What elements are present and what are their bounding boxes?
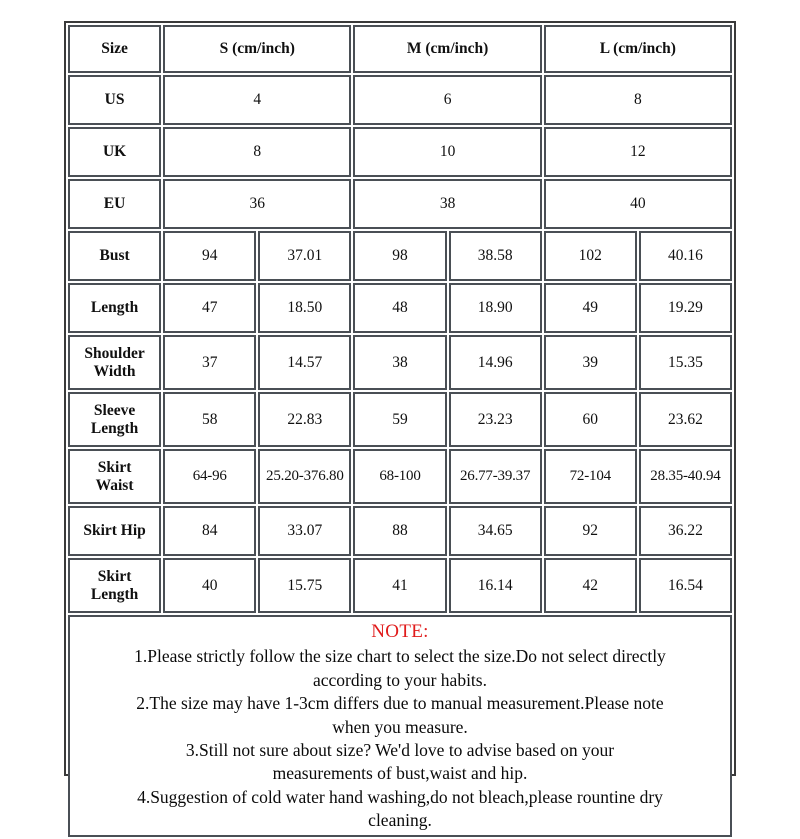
table-row-uk [68,127,732,177]
cell-us-l: 8 [544,75,732,125]
row-label-line: Shoulder [84,345,145,363]
row-label-line: Skirt [97,459,132,477]
cell-skirt-hip-m-cm: 88 [353,506,446,556]
cell-skirt-hip-s-inch: 33.07 [258,506,351,556]
row-label-skirt-length [68,558,161,613]
row-label-eu: EU [68,179,161,229]
table-row-length [68,283,732,333]
cell-skirt-length-l-inch: 16.54 [639,558,732,613]
cell-skirt-hip-l-cm: 92 [544,506,637,556]
note-line: 4.Suggestion of cold water hand washing,do not bleach,please rountine dry [137,786,663,807]
size-chart-frame [64,21,736,831]
cell-skirt-waist-s-inch: 25.20-376.80 [258,449,351,504]
row-label-line: Length [90,299,139,317]
cell-skirt-length-m-inch: 16.14 [449,558,542,613]
cell-length-m-inch: 18.90 [449,283,542,333]
cell-skirt-waist-l-inch: 28.35-40.94 [639,449,732,504]
row-label-skirt-waist [68,449,161,504]
cell-skirt-waist-l-cm: 72-104 [544,449,637,504]
note-line: 3.Still not sure about size? We'd love to advise based on your [185,740,615,761]
size-chart-body [68,25,732,837]
cell-bust-m-inch: 38.58 [449,231,542,281]
cell-sleeve-m-inch: 23.23 [449,392,542,447]
cell-sleeve-s-inch: 22.83 [258,392,351,447]
table-row-bust [68,231,732,281]
row-label-line: Waist [95,476,134,494]
note-line: when you measure. [332,716,468,737]
row-label-line: Skirt Hip [83,522,146,540]
cell-shoulder-s-cm: 37 [163,335,256,390]
cell-uk-m: 10 [353,127,541,177]
cell-length-s-cm: 47 [163,283,256,333]
cell-skirt-waist-s-cm: 64-96 [163,449,256,504]
cell-skirt-hip-l-inch: 36.22 [639,506,732,556]
table-row-sleeve-length [68,392,732,447]
header-size-label: Size [68,25,161,73]
cell-skirt-length-m-cm: 41 [353,558,446,613]
table-row-skirt-length [68,558,732,613]
cell-eu-l: 40 [544,179,732,229]
cell-skirt-length-l-cm: 42 [544,558,637,613]
row-label-line: Bust [99,247,130,265]
cell-eu-m: 38 [353,179,541,229]
cell-sleeve-s-cm: 58 [163,392,256,447]
cell-shoulder-l-inch: 15.35 [639,335,732,390]
table-row-us [68,75,732,125]
cell-skirt-hip-s-cm: 84 [163,506,256,556]
cell-length-m-cm: 48 [353,283,446,333]
cell-sleeve-m-cm: 59 [353,392,446,447]
table-header-row [68,25,732,73]
cell-skirt-hip-m-inch: 34.65 [449,506,542,556]
cell-bust-s-inch: 37.01 [258,231,351,281]
cell-sleeve-l-inch: 23.62 [639,392,732,447]
row-label-line: Length [90,585,139,603]
table-row-skirt-waist [68,449,732,504]
row-label-length [68,283,161,333]
note-row [68,615,732,837]
cell-skirt-length-s-inch: 15.75 [258,558,351,613]
row-label-sleeve-length [68,392,161,447]
table-row-shoulder-width [68,335,732,390]
cell-bust-l-cm: 102 [544,231,637,281]
header-column-m: M (cm/inch) [353,25,541,73]
note-line: according to your habits. [313,669,487,690]
table-row-eu [68,179,732,229]
note-line: 2.The size may have 1-3cm differs due to manual measurement.Please note [136,693,664,714]
cell-us-s: 4 [163,75,351,125]
cell-shoulder-l-cm: 39 [544,335,637,390]
cell-bust-m-cm: 98 [353,231,446,281]
cell-skirt-length-s-cm: 40 [163,558,256,613]
cell-eu-s: 36 [163,179,351,229]
note-line: cleaning. [368,810,432,831]
row-label-us: US [68,75,161,125]
cell-us-m: 6 [353,75,541,125]
cell-length-l-inch: 19.29 [639,283,732,333]
row-label-line: Length [90,419,139,437]
row-label-shoulder-width [68,335,161,390]
cell-sleeve-l-cm: 60 [544,392,637,447]
cell-uk-l: 12 [544,127,732,177]
cell-shoulder-s-inch: 14.57 [258,335,351,390]
cell-bust-l-inch: 40.16 [639,231,732,281]
cell-shoulder-m-inch: 14.96 [449,335,542,390]
note-line: measurements of bust,waist and hip. [272,763,528,784]
cell-skirt-waist-m-inch: 26.77-39.37 [449,449,542,504]
note-title: NOTE: [371,621,429,642]
row-label-line: Skirt [97,568,132,586]
note-section [68,615,732,837]
row-label-uk: UK [68,127,161,177]
cell-skirt-waist-m-cm: 68-100 [353,449,446,504]
row-label-line: Width [93,362,136,380]
header-column-s: S (cm/inch) [163,25,351,73]
row-label-bust [68,231,161,281]
row-label-skirt-hip [68,506,161,556]
header-column-l: L (cm/inch) [544,25,732,73]
note-line: 1.Please strictly follow the size chart to select the size.Do not select directly [134,646,666,667]
table-row-skirt-hip [68,506,732,556]
size-chart-table [66,23,734,839]
cell-bust-s-cm: 94 [163,231,256,281]
cell-length-s-inch: 18.50 [258,283,351,333]
row-label-line: Sleeve [93,402,136,420]
cell-uk-s: 8 [163,127,351,177]
cell-shoulder-m-cm: 38 [353,335,446,390]
cell-length-l-cm: 49 [544,283,637,333]
